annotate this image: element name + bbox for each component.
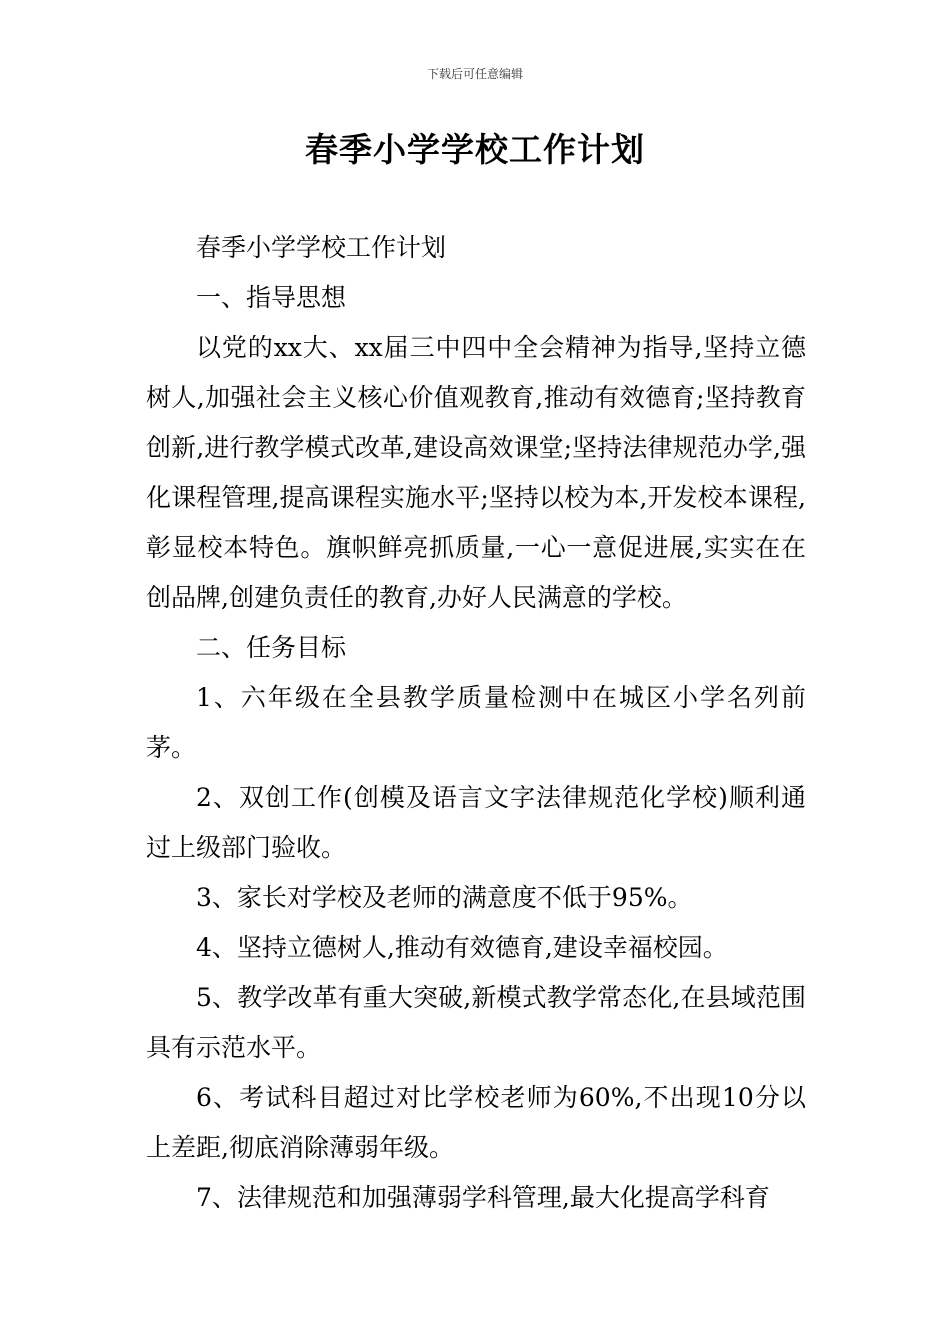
section-heading-task-goals: 二、任务目标 bbox=[196, 633, 347, 662]
goal-item-3: 3、家长对学校及老师的满意度不低于95%。 bbox=[196, 883, 693, 912]
header-note: 下载后可任意编辑 bbox=[426, 67, 523, 81]
paragraph-guiding-ideology: 以党的xx大、xx届三中四中全会精神为指导,坚持立德树人,加强社会主义核心价值观教育,推动有效德育;坚持教育创新,进行教学模式改革,建设高效课堂;坚持法律规范办学,强化课程管理,提高课程实施水平;坚持以校为本,开发校本课程,彰显校本特色。旗帜鲜亮抓质量,一心一意促进展,实实在在创品牌,创建负责任的教育,办好人民满意的学校。 bbox=[146, 333, 806, 612]
document-title: 春季小学学校工作计划 bbox=[305, 130, 645, 169]
goal-item-5: 5、教学改革有重大突破,新模式教学常态化,在县域范围具有示范水平。 bbox=[146, 983, 806, 1062]
goal-item-2: 2、双创工作(创模及语言文字法律规范化学校)顺利通过上级部门验收。 bbox=[146, 783, 806, 862]
goal-item-4: 4、坚持立德树人,推动有效德育,建设幸福校园。 bbox=[196, 933, 728, 962]
goal-item-1: 1、六年级在全县教学质量检测中在城区小学名列前茅。 bbox=[146, 683, 806, 762]
section-heading-guiding-ideology: 一、指导思想 bbox=[196, 283, 347, 312]
goal-item-7: 7、法律规范和加强薄弱学科管理,最大化提高学科育 bbox=[196, 1183, 770, 1212]
document-body bbox=[146, 223, 806, 1223]
goal-item-6: 6、考试科目超过对比学校老师为60%,不出现10分以上差距,彻底消除薄弱年级。 bbox=[146, 1083, 806, 1162]
paragraph-subtitle: 春季小学学校工作计划 bbox=[196, 233, 447, 262]
